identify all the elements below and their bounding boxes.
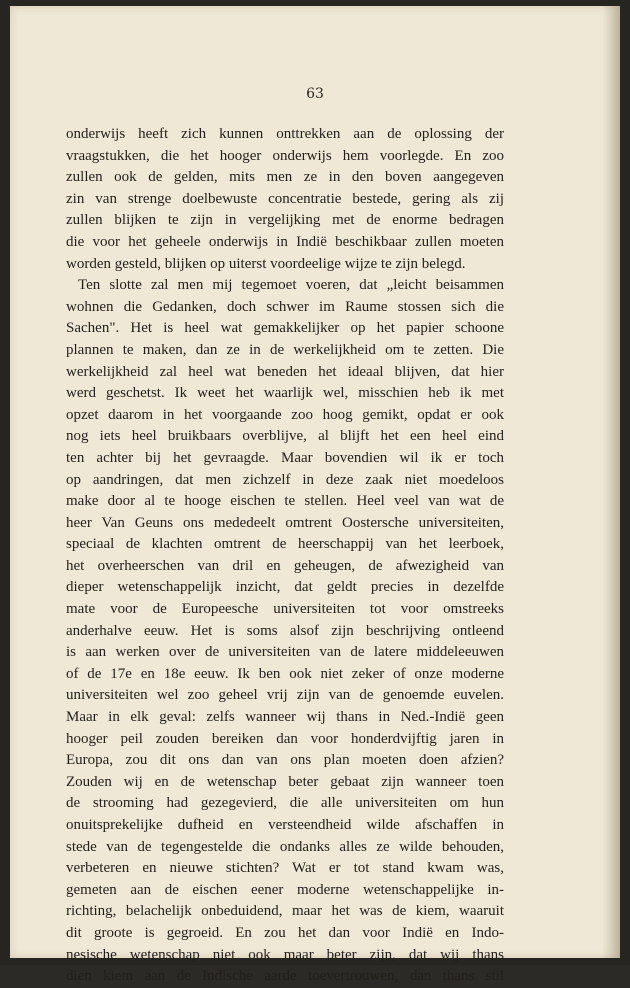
text-line: Sachen". Het is heel wat gemakkelijker op het papier schoone — [66, 320, 504, 337]
text-line: make door al te hooge eischen te stellen. Heel veel van wat de — [66, 493, 504, 510]
text-line: zullen blijken te zijn in vergelijking met de enorme bedragen — [66, 212, 504, 229]
text-line: de strooming had gezegevierd, die alle universiteiten om hun — [66, 795, 504, 812]
text-line: anderhalve eeuw. Het is soms alsof zijn beschrijving ontleend — [66, 622, 504, 639]
text-line: dieper wetenschappelijk inzicht, dat geldt precies in dezelfde — [66, 579, 504, 596]
text-line: speciaal de klachten omtrent de heerschappij van het leerboek, — [66, 536, 504, 553]
text-line: zin van strenge doelbewuste concentratie bestede, gering als zij — [66, 190, 504, 207]
text-line: gemeten aan de eischen eener moderne wetenschappelijke in- — [66, 881, 504, 898]
text-line: stede van de tegengestelde die ondanks alles ze wilde behouden, — [66, 838, 504, 855]
text-line: werd geschetst. Ik weet het waarlijk wel, misschien heb ik met — [66, 385, 504, 402]
text-line: dien kiem aan de Indische aarde toevertrouwen, dan thans stil — [66, 968, 504, 985]
text-line: op aandringen, dat men zichzelf in deze zaak niet moedeloos — [66, 471, 504, 488]
page-edge-shadow — [602, 6, 620, 958]
book-page — [10, 6, 620, 985]
text-line: Europa, zou dit ons dan van ons plan moeten doen afzien? — [66, 752, 504, 769]
text-line: nog iets heel bruikbaars overblijve, al blijft het een heel eind — [66, 428, 504, 445]
text-line: universiteiten wel zoo geheel vrij zijn van de genoemde euvelen. — [66, 687, 504, 704]
text-line: Zouden wij en de wetenschap beter gebaat zijn wanneer toen — [66, 773, 504, 790]
text-line: plannen te maken, dan ze in de werkelijkheid om te zetten. Die — [66, 341, 504, 358]
text-line: Maar in elk geval: zelfs wanneer wij thans in Ned.-Indië geen — [66, 709, 504, 726]
text-line: onuitsprekelijke dufheid en versteendheid wilde afschaffen in — [66, 817, 504, 833]
text-line: het overheerschen van dril en geheugen, de afwezigheid van — [66, 557, 504, 574]
text-line: onderwijs heeft zich kunnen onttrekken aan de oplossing der — [66, 126, 504, 142]
text-line: opzet daarom in het voorgaande zoo hoog gemikt, opdat er ook — [66, 406, 504, 423]
text-line: zullen ook de gelden, mits men ze in den boven aangegeven — [66, 169, 504, 186]
text-line: werkelijkheid zal heel wat beneden het ideaal blijven, dat hier — [66, 363, 504, 380]
text-line: hooger peil zouden bereiken dan voor honderdvijftig jaren in — [66, 730, 504, 747]
text-line: dit groote is gegroeid. En zou het dan voor Indië en Indo- — [66, 924, 504, 941]
page-number: 63 — [306, 86, 324, 102]
text-line: heer Van Geuns ons mededeelt omtrent Oostersche universiteiten, — [66, 514, 504, 531]
text-line: richting, belachelijk onbeduidend, maar het was de kiem, waaruit — [66, 903, 504, 920]
text-line: verbeteren en nieuwe stichten? Wat er tot stand kwam was, — [66, 860, 504, 877]
text-line: wohnen die Gedanken, doch schwer im Raume stossen sich die — [66, 298, 504, 315]
text-line: of de 17e en 18e eeuw. Ik ben ook niet zeker of onze moderne — [66, 665, 504, 682]
text-line: ten achter bij het gevraagde. Maar bovendien wil ik er toch — [66, 449, 504, 466]
text-line: die voor het geheele onderwijs in Indië beschikbaar zullen moeten — [66, 233, 504, 250]
text-line: vraagstukken, die het hooger onderwijs hem voorlegde. En zoo — [66, 147, 504, 164]
text-line: worden gesteld, blijken op uiterst voordeelige wijze te zijn belegd. — [66, 255, 466, 272]
text-line: is aan werken over de universiteiten van de latere middeleeuwen — [66, 644, 504, 661]
text-line: Ten slotte zal men mij tegemoet voeren, dat „leicht beisammen — [78, 277, 504, 294]
body-text — [66, 124, 504, 988]
text-line: nesische wetenschap niet ook maar beter zijn, dat wij thans — [66, 946, 504, 963]
text-line: mate voor de Europeesche universiteiten tot voor omstreeks — [66, 601, 504, 618]
